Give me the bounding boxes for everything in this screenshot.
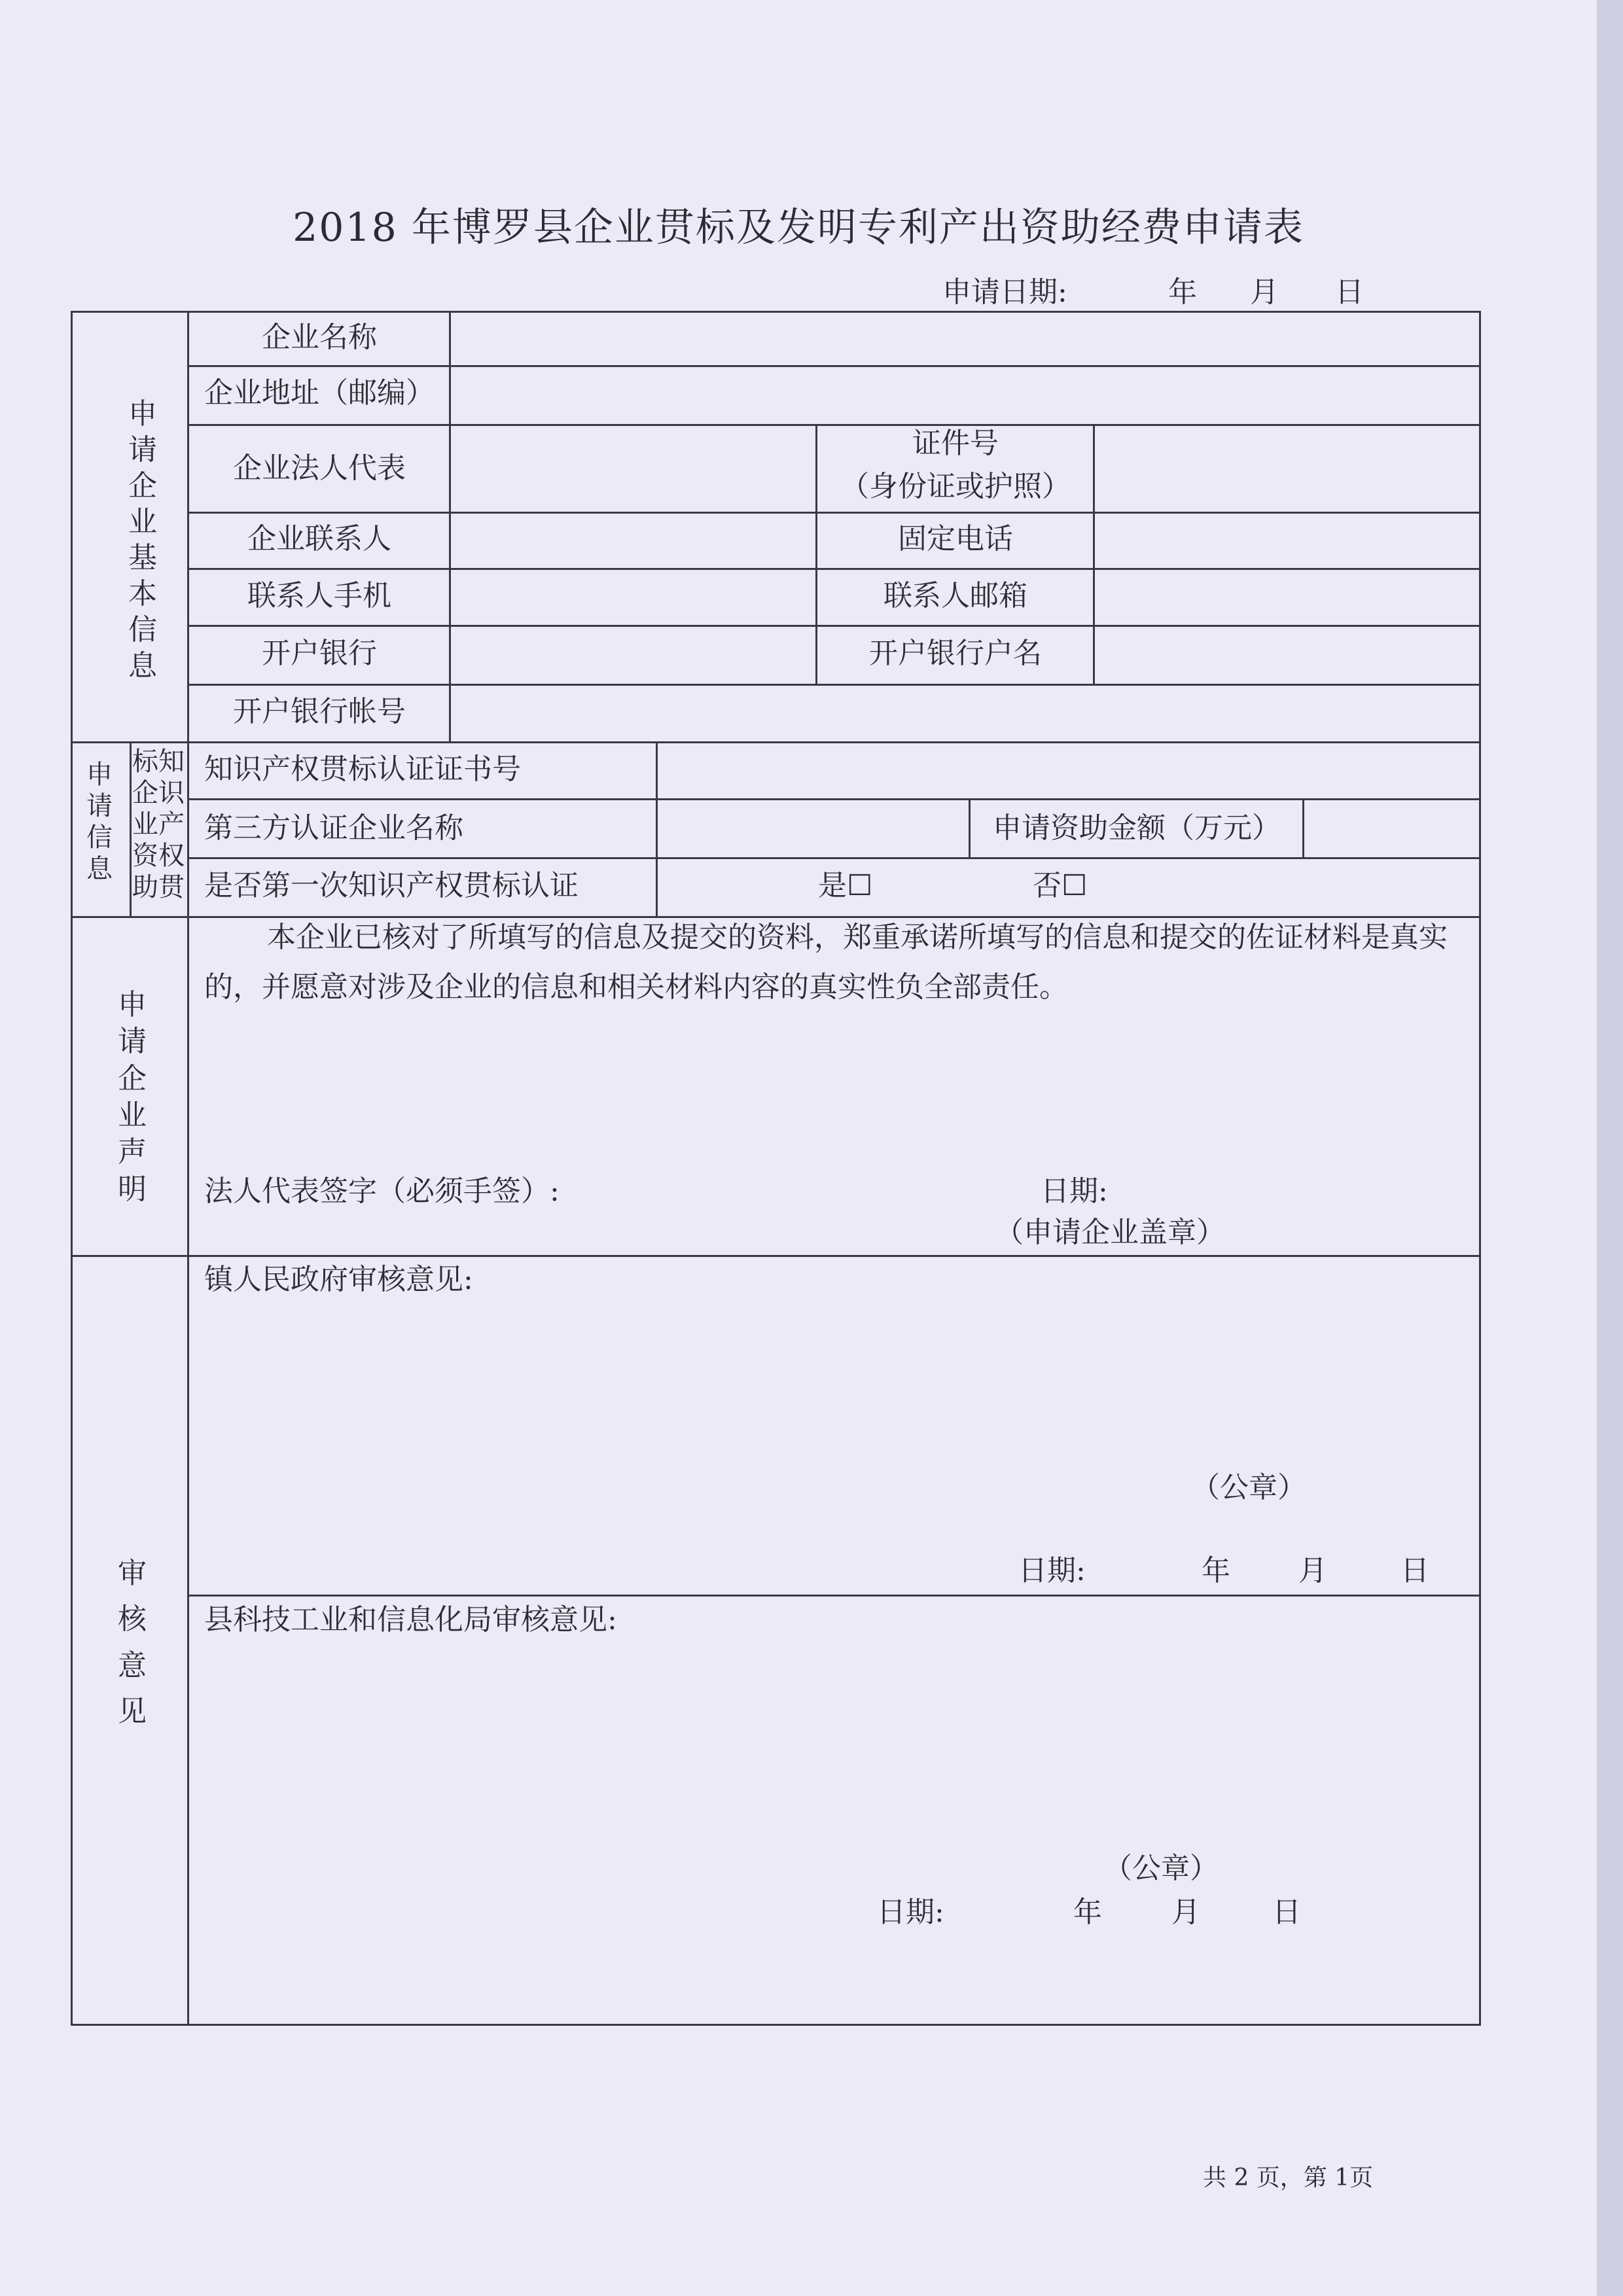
legal-rep-label: 企业法人代表 — [233, 451, 406, 485]
fixed-phone-label: 固定电话 — [898, 522, 1013, 556]
application-date-label: 申请日期: — [942, 275, 1067, 309]
town-date-day: 日 — [1400, 1554, 1429, 1587]
page-footer: 共 2 页，第 1页 — [1203, 2164, 1374, 2191]
section2-side-label-b: 标 企 业 资 助 — [132, 747, 158, 902]
company-address-label: 企业地址（邮编） — [204, 376, 435, 410]
section3-side-label: 申 请 企 业 声 明 — [118, 988, 147, 1206]
bureau-date-month: 月 — [1171, 1896, 1200, 1929]
town-date-label: 日期: — [1018, 1554, 1086, 1587]
scan-edge — [1597, 0, 1623, 2296]
contact-person-label: 企业联系人 — [247, 522, 391, 556]
first-cert-yes-checkbox[interactable]: 是☐ — [818, 869, 873, 902]
section4-side-label: 审 核 意 见 — [118, 1557, 147, 1729]
bank-label: 开户银行 — [262, 637, 377, 670]
contact-email-label: 联系人邮箱 — [883, 579, 1027, 612]
id-number-sublabel: （身份证或护照） — [840, 470, 1071, 503]
town-date-month: 月 — [1298, 1554, 1327, 1587]
town-opinion-label: 镇人民政府审核意见: — [204, 1263, 473, 1296]
bank-account-name-label: 开户银行户名 — [869, 637, 1042, 670]
funding-amount-label: 申请资助金额（万元） — [993, 811, 1281, 845]
section1-side-label: 申 请 企 业 基 本 信 息 — [128, 397, 157, 682]
bureau-date-label: 日期: — [877, 1896, 944, 1929]
section2-side-label-c: 知 识 产 权 贯 — [158, 747, 185, 902]
bureau-seal-label: （公章） — [1103, 1852, 1219, 1885]
company-name-label: 企业名称 — [262, 321, 377, 354]
first-cert-no-checkbox[interactable]: 否☐ — [1033, 869, 1088, 902]
declaration-date-label: 日期: — [1041, 1174, 1108, 1208]
application-date-day: 日 — [1335, 275, 1364, 309]
bureau-opinion-label: 县科技工业和信息化局审核意见: — [204, 1603, 617, 1636]
bank-account-number-label: 开户银行帐号 — [233, 695, 406, 728]
signature-label: 法人代表签字（必须手签）: — [204, 1174, 560, 1208]
bureau-date-day: 日 — [1272, 1896, 1301, 1929]
company-seal-label: （申请企业盖章） — [995, 1216, 1225, 1249]
declaration-statement: 本企业已核对了所填写的信息及提交的资料，郑重承诺所填写的信息和提交的佐证材料是真实的，并愿意对涉及企业的信息和相关材料内容的真实性负全部责任。 — [204, 921, 1448, 1004]
application-date-year: 年 — [1168, 275, 1197, 309]
application-date-month: 月 — [1250, 275, 1279, 309]
bureau-date-year: 年 — [1073, 1896, 1102, 1929]
third-party-label: 第三方认证企业名称 — [204, 811, 463, 845]
section2-side-label-a: 申 请 信 息 — [86, 760, 113, 884]
town-seal-label: （公章） — [1191, 1471, 1306, 1504]
form-title: 2018 年博罗县企业贯标及发明专利产出资助经费申请表 — [293, 205, 1304, 251]
first-cert-label: 是否第一次知识产权贯标认证 — [204, 869, 579, 902]
contact-mobile-label: 联系人手机 — [247, 579, 391, 612]
id-number-label: 证件号 — [912, 427, 999, 460]
cert-number-label: 知识产权贯标认证证书号 — [204, 752, 521, 786]
town-date-year: 年 — [1202, 1554, 1230, 1587]
